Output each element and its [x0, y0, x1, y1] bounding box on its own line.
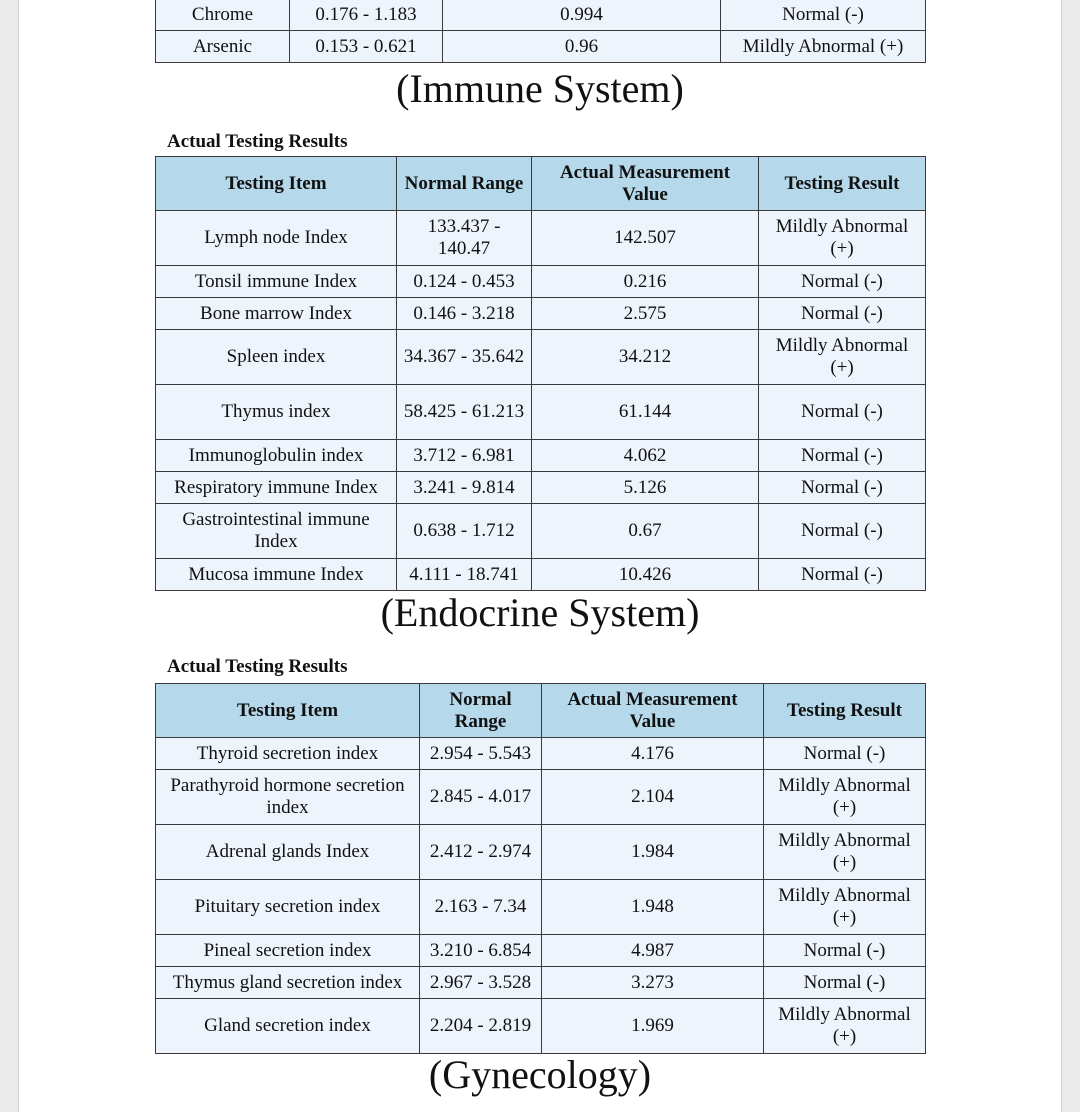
testing-item-cell: Arsenic — [156, 31, 290, 63]
normal-range-cell: 0.124 - 0.453 — [397, 266, 532, 298]
endocrine-section-title: (Endocrine System) — [380, 590, 700, 635]
table-row — [156, 770, 926, 825]
measurement-value-cell: 1.969 — [542, 999, 764, 1054]
testing-result-cell: Normal (-) — [764, 738, 926, 770]
testing-result-cell: Normal (-) — [759, 504, 926, 559]
testing-item-cell: Respiratory immune Index — [156, 472, 397, 504]
testing-item-cell: Tonsil immune Index — [156, 266, 397, 298]
gynecology-section-title: (Gynecology) — [428, 1052, 652, 1097]
table-row — [156, 31, 926, 63]
table-row — [156, 472, 926, 504]
table-row — [156, 999, 926, 1054]
testing-result-cell: Normal (-) — [759, 440, 926, 472]
table-row — [156, 825, 926, 880]
top-results-table — [155, 0, 926, 63]
measurement-value-cell: 0.96 — [443, 31, 721, 63]
table-header-row — [156, 684, 926, 738]
testing-item-cell: Bone marrow Index — [156, 298, 397, 330]
table-row — [156, 440, 926, 472]
measurement-value-cell: 61.144 — [532, 385, 759, 440]
testing-result-cell: Mildly Abnormal (+) — [764, 880, 926, 935]
testing-result-cell: Normal (-) — [764, 967, 926, 999]
testing-result-cell: Mildly Abnormal (+) — [764, 770, 926, 825]
testing-item-cell: Thyroid secretion index — [156, 738, 420, 770]
testing-item-cell: Mucosa immune Index — [156, 559, 397, 591]
testing-result-cell: Normal (-) — [764, 935, 926, 967]
normal-range-cell: 133.437 - 140.47 — [397, 211, 532, 266]
measurement-value-cell: 10.426 — [532, 559, 759, 591]
header-normal-range: Normal Range — [420, 684, 542, 738]
measurement-value-cell: 4.176 — [542, 738, 764, 770]
table-row — [156, 298, 926, 330]
measurement-value-cell: 0.994 — [443, 0, 721, 31]
testing-item-cell: Pituitary secretion index — [156, 880, 420, 935]
normal-range-cell: 0.153 - 0.621 — [290, 31, 443, 63]
testing-item-cell: Gastrointestinal immune Index — [156, 504, 397, 559]
testing-result-cell: Mildly Abnormal (+) — [759, 330, 926, 385]
table-row — [156, 0, 926, 31]
testing-item-cell: Chrome — [156, 0, 290, 31]
testing-result-cell: Mildly Abnormal (+) — [764, 999, 926, 1054]
measurement-value-cell: 1.948 — [542, 880, 764, 935]
header-testing-item: Testing Item — [156, 157, 397, 211]
table-row — [156, 504, 926, 559]
measurement-value-cell: 0.67 — [532, 504, 759, 559]
testing-item-cell: Pineal secretion index — [156, 935, 420, 967]
header-normal-range: Normal Range — [397, 157, 532, 211]
normal-range-cell: 3.241 - 9.814 — [397, 472, 532, 504]
measurement-value-cell: 4.062 — [532, 440, 759, 472]
endocrine-table-caption: Actual Testing Results — [167, 656, 348, 677]
normal-range-cell: 2.163 - 7.34 — [420, 880, 542, 935]
immune-table-caption: Actual Testing Results — [167, 131, 348, 152]
header-measurement-value: Actual Measurement Value — [542, 684, 764, 738]
testing-result-cell: Mildly Abnormal (+) — [759, 211, 926, 266]
testing-result-cell: Normal (-) — [759, 298, 926, 330]
immune-results-table — [155, 156, 926, 591]
normal-range-cell: 34.367 - 35.642 — [397, 330, 532, 385]
table-row — [156, 385, 926, 440]
header-testing-item: Testing Item — [156, 684, 420, 738]
normal-range-cell: 2.967 - 3.528 — [420, 967, 542, 999]
testing-item-cell: Thymus index — [156, 385, 397, 440]
table-header-row — [156, 157, 926, 211]
testing-result-cell: Mildly Abnormal (+) — [764, 825, 926, 880]
header-measurement-value: Actual Measurement Value — [532, 157, 759, 211]
testing-result-cell: Normal (-) — [759, 385, 926, 440]
measurement-value-cell: 34.212 — [532, 330, 759, 385]
document-page — [18, 0, 1062, 1112]
table-row — [156, 559, 926, 591]
table-row — [156, 266, 926, 298]
table-row — [156, 211, 926, 266]
immune-section-title: (Immune System) — [396, 66, 684, 111]
table-row — [156, 880, 926, 935]
normal-range-cell: 58.425 - 61.213 — [397, 385, 532, 440]
testing-result-cell: Normal (-) — [759, 266, 926, 298]
testing-item-cell: Spleen index — [156, 330, 397, 385]
measurement-value-cell: 142.507 — [532, 211, 759, 266]
measurement-value-cell: 3.273 — [542, 967, 764, 999]
table-row — [156, 967, 926, 999]
normal-range-cell: 0.146 - 3.218 — [397, 298, 532, 330]
measurement-value-cell: 4.987 — [542, 935, 764, 967]
normal-range-cell: 0.638 - 1.712 — [397, 504, 532, 559]
testing-item-cell: Lymph node Index — [156, 211, 397, 266]
normal-range-cell: 3.210 - 6.854 — [420, 935, 542, 967]
header-testing-result: Testing Result — [759, 157, 926, 211]
normal-range-cell: 0.176 - 1.183 — [290, 0, 443, 31]
normal-range-cell: 2.954 - 5.543 — [420, 738, 542, 770]
normal-range-cell: 4.111 - 18.741 — [397, 559, 532, 591]
testing-item-cell: Gland secretion index — [156, 999, 420, 1054]
testing-result-cell: Normal (-) — [721, 0, 926, 31]
normal-range-cell: 3.712 - 6.981 — [397, 440, 532, 472]
measurement-value-cell: 1.984 — [542, 825, 764, 880]
normal-range-cell: 2.845 - 4.017 — [420, 770, 542, 825]
testing-item-cell: Immunoglobulin index — [156, 440, 397, 472]
table-row — [156, 330, 926, 385]
testing-item-cell: Thymus gland secretion index — [156, 967, 420, 999]
measurement-value-cell: 2.575 — [532, 298, 759, 330]
measurement-value-cell: 2.104 — [542, 770, 764, 825]
header-testing-result: Testing Result — [764, 684, 926, 738]
measurement-value-cell: 5.126 — [532, 472, 759, 504]
normal-range-cell: 2.412 - 2.974 — [420, 825, 542, 880]
testing-result-cell: Normal (-) — [759, 472, 926, 504]
endocrine-results-table — [155, 683, 926, 1054]
table-row — [156, 935, 926, 967]
testing-result-cell: Normal (-) — [759, 559, 926, 591]
testing-item-cell: Adrenal glands Index — [156, 825, 420, 880]
table-row — [156, 738, 926, 770]
testing-item-cell: Parathyroid hormone secretion index — [156, 770, 420, 825]
measurement-value-cell: 0.216 — [532, 266, 759, 298]
normal-range-cell: 2.204 - 2.819 — [420, 999, 542, 1054]
testing-result-cell: Mildly Abnormal (+) — [721, 31, 926, 63]
